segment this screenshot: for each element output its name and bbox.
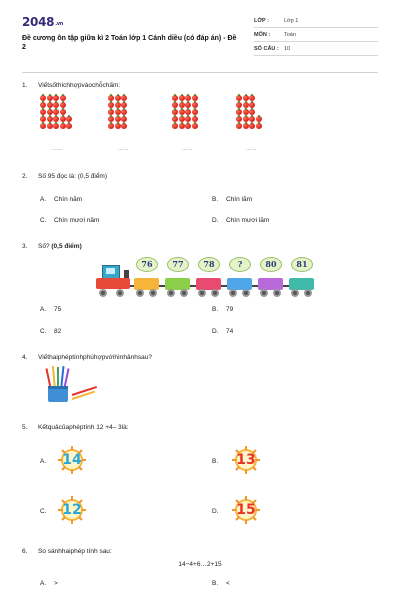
tomato-icon	[243, 123, 249, 129]
question-4: 4. Viếthaiphéptínhphùhợpvớihìnhảnhsau?	[22, 354, 152, 361]
tomato-icon	[60, 123, 66, 129]
q5-option-a[interactable]: 14	[58, 446, 86, 474]
tomato-icon	[185, 123, 191, 129]
comparison-expression: 14−4+6…2+15	[178, 561, 222, 568]
q3-option-b[interactable]: B. 79	[212, 306, 234, 313]
train-number-missing: ?	[229, 257, 251, 272]
tomato-icon	[115, 123, 121, 129]
train-number-6: 81	[291, 257, 313, 272]
blank-2: ……	[118, 146, 129, 152]
tomato-icon	[256, 123, 262, 129]
tomato-icon	[66, 123, 72, 129]
tomato-group-4	[236, 95, 262, 130]
question-1: 1. Viếtsốthíchhợpvàochỗchấm:	[22, 82, 121, 89]
header-divider	[22, 72, 378, 73]
document-title: Đề cương ôn tập giữa kì 2 Toán lớp 1 Cánh diều (có đáp án) - Đề 2	[22, 35, 237, 51]
blank-3: ……	[182, 146, 193, 152]
wagon-5	[258, 278, 283, 290]
question-3: 3. Số? (0,5 điểm)	[22, 243, 82, 250]
tomato-icon	[249, 123, 255, 129]
question-5: 5. Kếtquảcủaphéptính 12 +4– 3là:	[22, 424, 129, 431]
pencil-cup-image	[42, 366, 102, 406]
locomotive	[96, 265, 132, 291]
meta-row-question-count: SỐ CÂU : 10	[254, 42, 378, 56]
q2-option-c[interactable]: C. Chín mươi năm	[40, 217, 100, 224]
meta-row-subject: MÔN : Toán	[254, 28, 378, 42]
tomato-icon	[192, 123, 198, 129]
q5-option-a-label[interactable]: A.	[40, 458, 47, 465]
train-number-3: 78	[198, 257, 220, 272]
q6-option-b[interactable]: B. <	[212, 580, 230, 587]
tomato-group-3	[172, 95, 198, 130]
tomato-icon	[236, 123, 242, 129]
train-number-5: 80	[260, 257, 282, 272]
tomato-icon	[40, 123, 46, 129]
site-logo[interactable]: 2048.vn	[22, 15, 64, 29]
tomato-icon	[172, 123, 178, 129]
blank-1: ……	[52, 146, 63, 152]
tomato-icon	[108, 123, 114, 129]
q3-option-a[interactable]: A. 75	[40, 306, 62, 313]
tomato-group-1	[40, 95, 73, 130]
question-6: 6. So sánhhaiphép tính sau:	[22, 548, 112, 555]
q2-option-b[interactable]: B. Chín lăm	[212, 196, 253, 203]
tomato-icon	[53, 123, 59, 129]
q2-option-a[interactable]: A. Chín năm	[40, 196, 83, 203]
train-number-1: 76	[136, 257, 158, 272]
wagon-4	[227, 278, 252, 290]
train-image	[96, 255, 326, 300]
q3-option-c[interactable]: C. 82	[40, 328, 62, 335]
q5-option-c[interactable]: 12	[58, 496, 86, 524]
q3-option-d[interactable]: D. 74	[212, 328, 234, 335]
train-number-2: 77	[167, 257, 189, 272]
q5-option-c-label[interactable]: C.	[40, 508, 47, 515]
wagon-1	[134, 278, 159, 290]
blank-4: ……	[246, 146, 257, 152]
tomato-icon	[47, 123, 53, 129]
q2-option-d[interactable]: D. Chín mươi lăm	[212, 217, 270, 224]
q5-option-d[interactable]: 15	[232, 496, 260, 524]
meta-table	[254, 14, 378, 56]
q5-option-b[interactable]: 13	[232, 446, 260, 474]
q6-option-a[interactable]: A. >	[40, 580, 58, 587]
q5-option-b-label[interactable]: B.	[212, 458, 219, 465]
question-2: 2. Số 95 đọc là: (0,5 điểm)	[22, 173, 108, 180]
tomato-icon	[179, 123, 185, 129]
meta-row-grade: LỚP : Lớp 1	[254, 14, 378, 28]
wagon-3	[196, 278, 221, 290]
tomato-icon	[121, 123, 127, 129]
q5-option-d-label[interactable]: D.	[212, 508, 219, 515]
wagon-6	[289, 278, 314, 290]
wagon-2	[165, 278, 190, 290]
tomato-group-2	[108, 95, 128, 130]
